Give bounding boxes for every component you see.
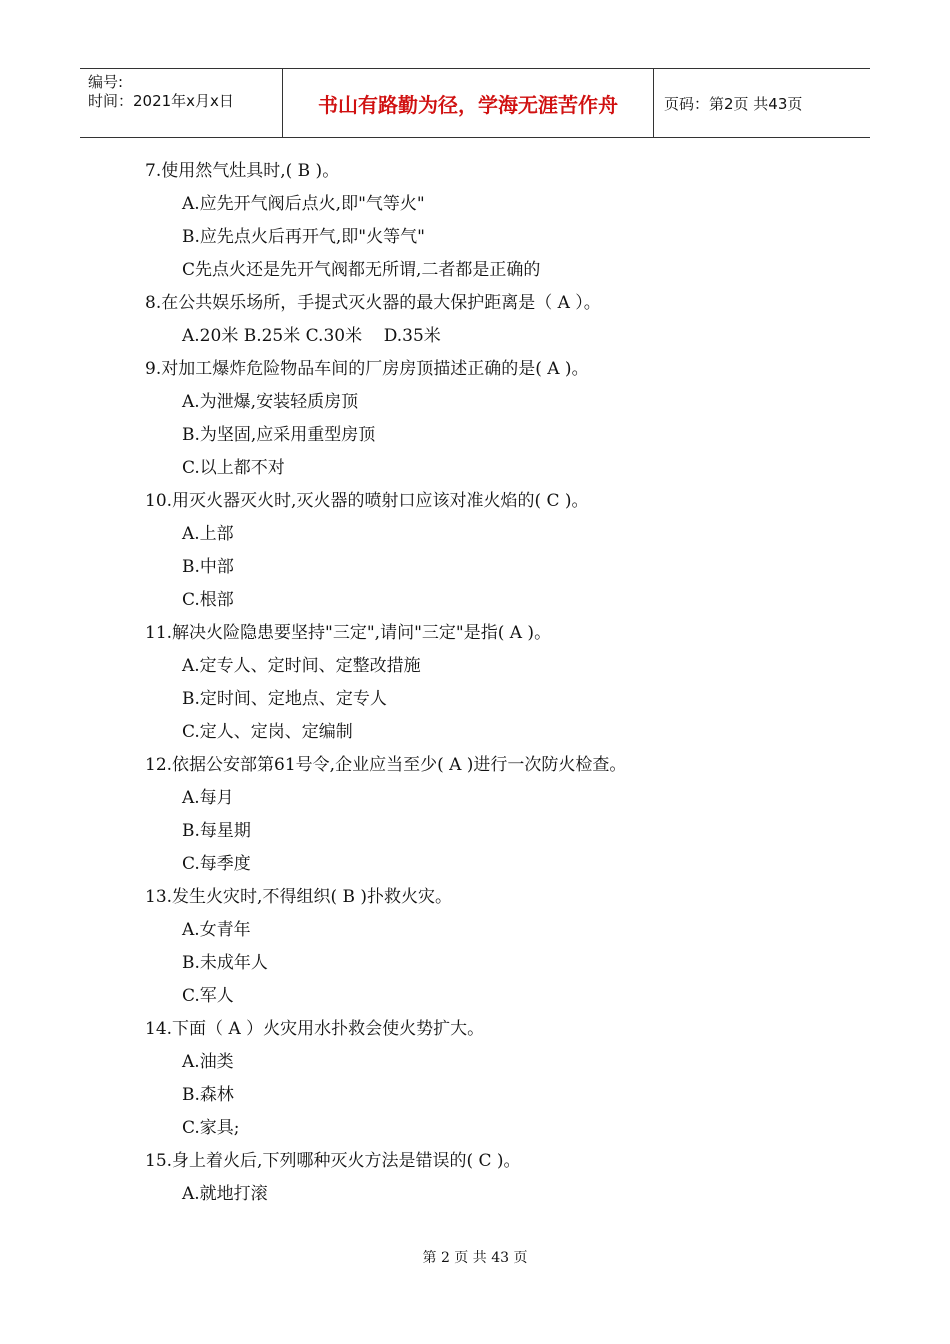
question-line: 8.在公共娱乐场所，手提式灭火器的最大保护距离是（ A ）。 — [145, 293, 601, 313]
option-line: A.应先开气阀后点火,即"气等火" — [182, 194, 425, 214]
option-line: A.女青年 — [182, 920, 251, 940]
option-line: B.未成年人 — [182, 953, 268, 973]
option-line: A.20米 B.25米 C.30米 D.35米 — [182, 326, 441, 346]
document-date-label: 时间：2021年x月x日 — [88, 92, 234, 110]
option-line: A.就地打滚 — [182, 1184, 268, 1204]
option-line: B.森林 — [182, 1085, 234, 1105]
option-line: A.每月 — [182, 788, 234, 808]
option-line: C.根部 — [182, 590, 234, 610]
option-line: A.油类 — [182, 1052, 234, 1072]
header-meta — [80, 69, 282, 137]
question-line: 13.发生火灾时,不得组织( B )扑救火灾。 — [145, 887, 453, 907]
page-header — [80, 68, 870, 138]
option-line: C先点火还是先开气阀都无所谓,二者都是正确的 — [182, 260, 541, 280]
question-line: 14.下面（ A ）火灾用水扑救会使火势扩大。 — [145, 1019, 485, 1039]
option-line: C.家具; — [182, 1118, 240, 1138]
option-line: B.为坚固,应采用重型房顶 — [182, 425, 376, 445]
option-line: B.每星期 — [182, 821, 251, 841]
question-line: 11.解决火险隐患要坚持"三定",请问"三定"是指( A )。 — [145, 623, 552, 643]
option-line: C.军人 — [182, 986, 234, 1006]
option-line: A.为泄爆,安装轻质房顶 — [182, 392, 359, 412]
question-line: 10.用灭火器灭火时,灭火器的喷射口应该对准火焰的( C )。 — [145, 491, 589, 511]
header-page-info: 页码：第2页 共43页 — [664, 94, 803, 113]
option-line: C.每季度 — [182, 854, 251, 874]
option-line: B.应先点火后再开气,即"火等气" — [182, 227, 425, 247]
page-footer: 第 2 页 共 43 页 — [422, 1250, 528, 1266]
question-line: 15.身上着火后,下列哪种灭火方法是错误的( C )。 — [145, 1151, 521, 1171]
header-motto: 书山有路勤为径，学海无涯苦作舟 — [282, 69, 654, 137]
question-line: 12.依据公安部第61号令,企业应当至少( A )进行一次防火检查。 — [145, 755, 627, 775]
option-line: C.定人、定岗、定编制 — [182, 722, 353, 742]
option-line: B.定时间、定地点、定专人 — [182, 689, 387, 709]
option-line: B.中部 — [182, 557, 234, 577]
option-line: A.定专人、定时间、定整改措施 — [182, 656, 421, 676]
question-line: 7.使用然气灶具时,( B )。 — [145, 161, 340, 181]
document-number-label: 编号: — [88, 73, 124, 91]
question-line: 9.对加工爆炸危险物品车间的厂房房顶描述正确的是( A )。 — [145, 359, 589, 379]
option-line: A.上部 — [182, 524, 234, 544]
option-line: C.以上都不对 — [182, 458, 285, 478]
